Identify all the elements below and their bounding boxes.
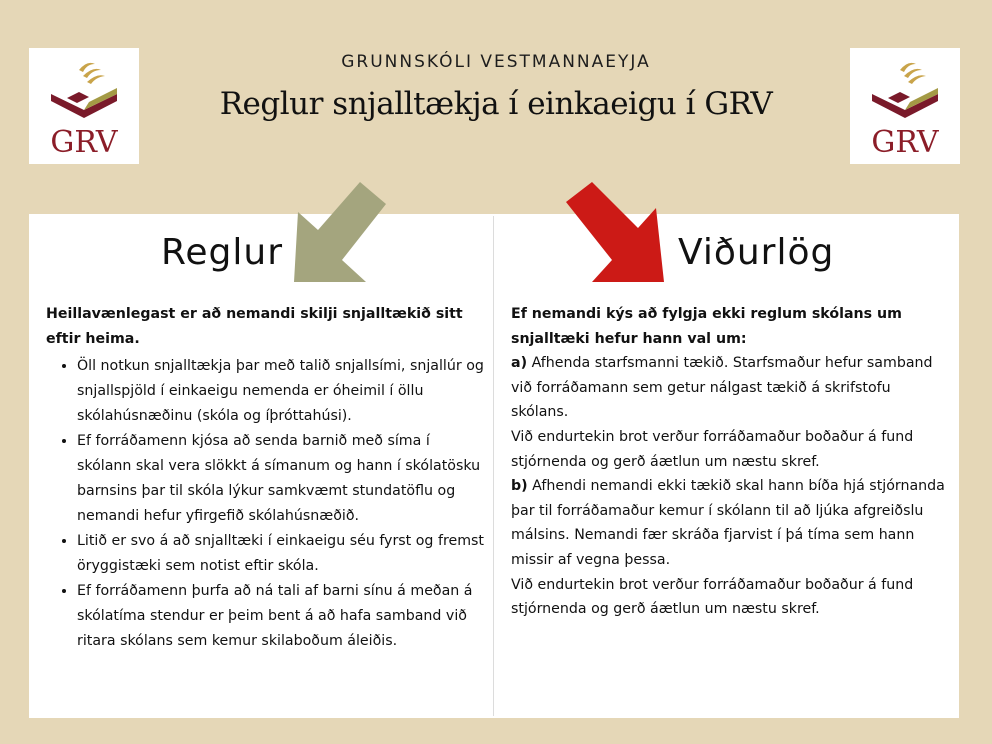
grv-emblem-icon [850,48,960,128]
consequences-heading: Viðurlög [678,232,835,273]
school-name: GRUNNSKÓLI VESTMANNAEYJA [341,52,651,72]
rules-list [46,354,486,654]
grv-logo-right [850,48,960,164]
option-a-text: Afhenda starfsmanni tækið. Starfsmaður hefur samband við forráðamann sem getur nálgast tækið á skrifstofu skólans. [511,355,933,421]
arrow-down-right-icon [560,178,678,290]
list-item: • Ef forráðamenn þurfa að ná tali af barni sínu á meðan á skólatíma stendur er þeim bent á að hafa samband við ritara skólans sem kemur skilaboðum áleiðis. [77,579,486,654]
logo-text: GRV [50,125,118,160]
list-item: • Ef forráðamenn kjósa að senda barnið með síma í skólann skal vera slökkt á símanum og hann í skólatösku barnsins þar til skóla lýkur samkvæmt stundatöflu og nemandi hefur yfirgefið skólahúsnæðið. [77,429,486,529]
consequences-intro: Ef nemandi kýs að fylgja ekki reglum skólans um snjalltæki hefur hann val um: [511,306,902,347]
rules-intro: Heillavænlegast er að nemandi skilji snjalltækið sitt eftir heima. [46,306,463,347]
logo-text: GRV [871,125,939,160]
grv-emblem-icon [29,48,139,128]
rules-column [46,302,486,654]
list-item: • Litið er svo á að snjalltæki í einkaeigu séu fyrst og fremst öryggistæki sem notist eftir skóla. [77,529,486,579]
rules-heading: Reglur [161,232,284,273]
option-a-label: a) [511,355,528,372]
column-divider [493,216,494,716]
option-b [511,474,951,572]
option-b-repeat: Við endurtekin brot verður forráðamaður boðaður á fund stjórnenda og gerð áætlun um næstu skref. [511,576,914,618]
list-item: • Öll notkun snjalltækja þar með talið snjallsími, snjallúr og snjallspjöld í einkaeigu nemenda er óheimil í öllu skólahúsnæðinu (skóla og íþróttahúsi). [77,354,486,429]
grv-logo-left [29,48,139,164]
arrow-down-left-icon [282,178,392,290]
option-b-text: Afhendi nemandi ekki tækið skal hann bíða hjá stjórnanda þar til forráðamaður kemur í skólann til að ljúka afgreiðslu málsins. Nemandi fær skráða fjarvist í þá tíma sem hann missir af vegna þessa. [511,478,945,568]
page-title: Reglur snjalltækja í einkaeigu í GRV [219,86,773,122]
option-a-repeat: Við endurtekin brot verður forráðamaður boðaður á fund stjórnenda og gerð áætlun um næstu skref. [511,428,914,470]
consequences-column [511,302,951,622]
option-a [511,351,951,425]
option-b-label: b) [511,478,528,495]
